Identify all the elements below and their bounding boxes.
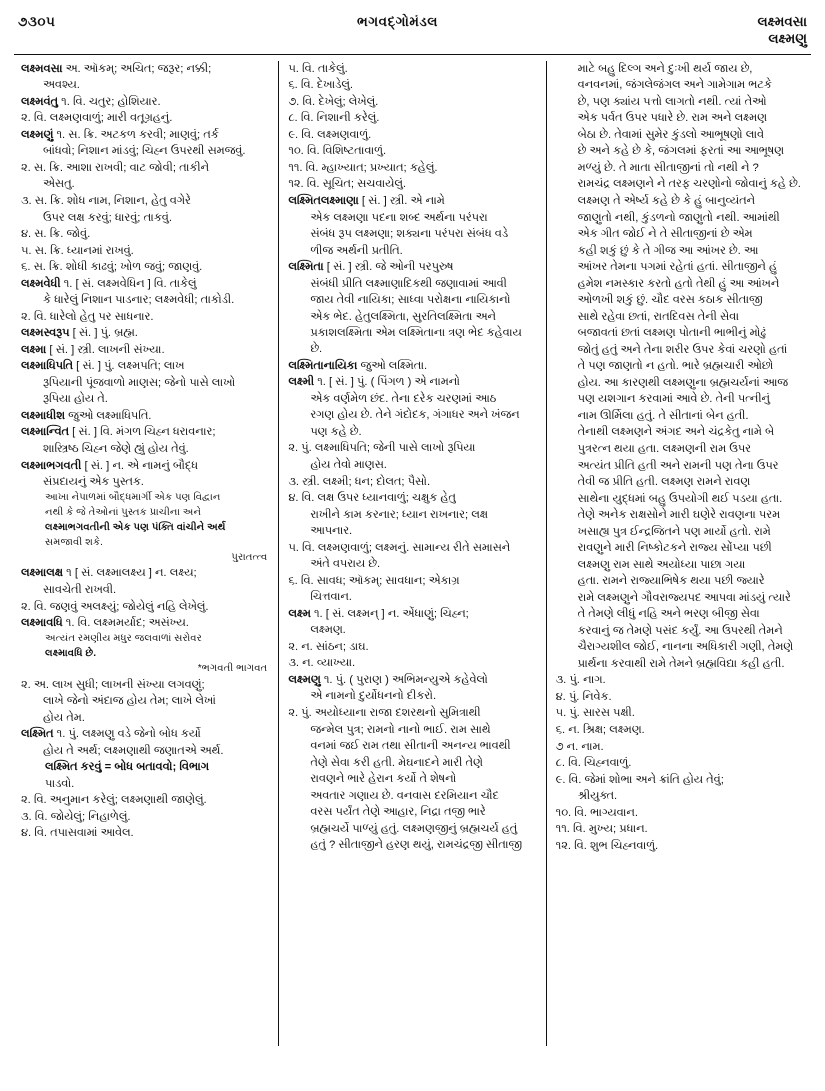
dictionary-headword-entry: લક્ષ્મવેધી ૧. [ સં. લક્ષ્મવેધિન ] વિ. તાકેલું: [21, 277, 197, 290]
running-head: [657, 14, 807, 48]
dictionary-line: હમેશ નમસ્કાર કરતો હતો તેથી હું આ આંખને: [577, 277, 780, 290]
dictionary-line: ૫. સ. ક્રિ. ધ્યાનમાં રાખવું.: [21, 244, 134, 257]
dictionary-line: જન્મેલ પુત્ર; રામનો નાનો ભાઈ. રામ સાથે: [310, 723, 491, 736]
dictionary-line: છે, પણ ક્યાંય પત્તો લાગતો નથી. ત્યાં તેઓ: [577, 95, 767, 108]
dictionary-line: હતું ? સીતાજીને હરણ થયું, રામચંદ્રજી સીતાજી: [310, 839, 522, 852]
dictionary-headword-entry: લક્ષ્માન્વિત [ સં. ] વિ. મંગળ ચિહ્ન ધરાવનાર;: [21, 426, 216, 439]
dictionary-line: ૧૧. વિ. મ્હાખ્યાત; પ્રખ્યાત; કહેલું.: [288, 161, 438, 174]
dictionary-line: લક્ષ્મણુ રામ સાથે અયોધ્યા પાછા ગયા: [577, 558, 746, 571]
dictionary-line: એક લક્ષ્મણા પદના શબ્દ અર્થના પરંપરા: [310, 211, 488, 224]
dictionary-headword-entry: લક્ષ્મિતલક્ષ્માણા [ સં. ] સ્ત્રી. એ નામે: [288, 195, 445, 207]
dictionary-line: *ભગવતી ભાગવત: [197, 662, 268, 674]
headword: લક્ષ્મસ્વરૂપ: [21, 327, 70, 340]
dictionary-line: શ્રીયુક્ત.: [577, 790, 618, 803]
dictionary-line: જાણુતો નથી, કુંડળનો જાણુતો નથી. આમાંથી: [577, 211, 780, 224]
dictionary-line: આપનાર.: [310, 525, 353, 538]
dictionary-headword-entry: લક્ષ્મિત ૧. પું. લક્ષ્મણુ વડે જેનો બોધ કર્યો: [21, 728, 201, 741]
dictionary-line: તે તેમણે લીધું નહિ અને ભરણ બીજી સેવા: [577, 608, 760, 621]
dictionary-line: પાડવો.: [45, 777, 75, 790]
headword: લક્ષ્માધીશ: [21, 409, 65, 422]
dictionary-line: રામચંદ્ર લક્ષ્મણને ને તરફ ચરણોનો જોવાનું કહે છે.: [577, 178, 801, 191]
dictionary-line: ૩. પું. નાગ.: [555, 674, 606, 687]
dictionary-line: એક ભેદ. હેતુલક્ષ્મિતા, સુરતિલક્ષ્મિતા અને: [310, 310, 496, 323]
dictionary-line: ચૈરાગ્યશીલ જોઈ, નાનના અધિકારી ગણી, તેમણે: [577, 641, 794, 654]
dictionary-line: વનમાં જઈ રામ તથા સીતાની અનન્ય ભાવથી: [310, 740, 511, 753]
dictionary-line: ૬. ન. શ્રિક્ષ; લક્ષ્મણ.: [555, 724, 645, 736]
headword: લક્ષ્મી: [288, 376, 315, 389]
dictionary-line: લક્ષ્મિત કરવું = બોધ બતાવવો; વિભાગ: [45, 761, 209, 774]
column-1: [12, 61, 279, 1046]
dictionary-line: ૭ ન. નામ.: [555, 740, 604, 753]
book-title: ભગવદ્ગોમંડલ: [357, 14, 438, 29]
dictionary-line: રાખીને કામ કરનાર; ધ્યાન રાખનાર; લક્ષ: [310, 508, 488, 521]
headword: લક્ષ્મિત: [21, 728, 54, 741]
dictionary-line: હોય તે અર્થ; લક્ષ્મણાથી જણાતએ અર્થ.: [43, 744, 224, 757]
dictionary-line: કે ધારેલું નિશાન પાડનાર; લક્ષ્મવેધી; તાકોડી.: [43, 294, 235, 307]
dictionary-line: ૯. વિ. લક્ષ્મણવાળું.: [288, 128, 372, 141]
dictionary-line: બ્રહ્મચર્યે પાળ્યું હતું. લક્ષ્મણજીનું બ્રહ્મચર્ય હતું: [310, 822, 518, 835]
dictionary-line: ખસાહ્ય પુત્ર ઈન્દ્રજિતને પણ માર્યો હતો. રામે: [577, 525, 771, 538]
dictionary-headword-entry: લક્ષ્મણું ૧. સ. ક્રિ. અટકળ કરવી; માણવું; તર્ક: [21, 128, 219, 141]
dictionary-line: ૧૦. વિ. ભાગ્યવાન.: [555, 806, 638, 819]
dictionary-line: ૮. વિ. ચિહ્નવાળું.: [555, 757, 632, 770]
dictionary-line: ઓળખી શકું છું. ચૌદ વરસ કઠાક સીતાજી: [577, 294, 763, 307]
dictionary-headword-entry: લક્ષ્માભગવતી [ સં. ] ન. એ નામનું બૌદ્ધ: [21, 459, 198, 472]
dictionary-line: ૨. વિ. અનુમાન કરેલું; લક્ષ્મણાથી જાણેલું.: [21, 794, 207, 807]
dictionary-line: અવતાર ગણાય છે. વનવાસ દરમિયાન ચૌદ: [310, 789, 499, 802]
dictionary-headword-entry: લક્ષ્મી ૧. [ સં. ] પું. ( પિંગળ ) એ નામનો: [288, 376, 460, 389]
dictionary-line: અવશ્ય.: [43, 79, 80, 92]
dictionary-headword-entry: લક્ષ્મિતાનાયિકા જુઓ લક્ષ્મિતા.: [288, 359, 428, 372]
dictionary-line: સંબંધી પ્રીતિ લક્ષ્માણાદિકથી જણાવામાં આવી: [310, 277, 507, 290]
dictionary-line: રાવણને ભારે હેરાન કર્યો તે શેષનો: [310, 773, 457, 786]
dictionary-line: ૧૧. વિ. મુખ્ય; પ્રધાન.: [555, 823, 648, 836]
dictionary-line: એ નામનો દુર્યોધનનો દીકરો.: [310, 690, 437, 703]
dictionary-line: સંપ્રદાયનું એક પુસ્તક.: [43, 476, 144, 489]
dictionary-headword-entry: લક્ષ્મવસા અ. ઑકમ્; અચિત; જરૂર; નક્કી;: [21, 62, 212, 75]
dictionary-line: સંબંધ રૂપ લક્ષ્મણા; શક્યના પરંપરા સંબંધ વડે: [310, 228, 509, 241]
headword: લક્ષ્મિતાનાયિકા: [288, 359, 358, 372]
dictionary-line: નામ ઊર્મિલા હતું. તે સીતાનાં બેન હતી.: [577, 409, 749, 422]
dictionary-line: એક વર્ણમેળ છંદ. તેના દરેક ચરણમાં આઠ: [310, 392, 497, 405]
dictionary-line: સાથે રહેવા છતાં, રાતદિવસ તેની સેવા: [577, 310, 739, 323]
running-head-line1: લક્ષ્મવસા: [757, 14, 807, 29]
dictionary-line: ૫. વિ. તાકેલું.: [288, 62, 348, 75]
dictionary-line: સાથેના યુદ્ધમાં બહુ ઉપયોગી થઈ પડયા હતા.: [577, 492, 783, 505]
dictionary-line: ૫. વિ. લક્ષ્મણવાળું; લક્ષ્મનું. સામાન્ય રીતે સમાસને: [288, 541, 511, 554]
dictionary-line: રગણ હોય છે. તેને ગંદોદક, ગંગાધર અને ખંજન: [310, 409, 520, 422]
dictionary-line: ૨. અ. લાખ સુધી; લાખની સંખ્યા લગવણું;: [21, 678, 205, 691]
dictionary-line: તે પણ જાણતો ન હતો. ભારે બ્રહ્મચારી ઓછો: [577, 360, 774, 373]
dictionary-line: સાવચેતી રાખવી.: [43, 584, 117, 597]
dictionary-line: વનવનમાં, જંગલેજંગલ અને ગામેગામ ભટકે: [577, 79, 772, 92]
dictionary-line: અત્યંત પ્રીતિ હતી અને રામની પણ તેના ઉપર: [577, 459, 779, 472]
dictionary-line: ૯. વિ. જેમાં શોભા અને ક્રાંતિ હોય તેવું;: [555, 773, 724, 786]
dictionary-line: ૧૨. વિ. શુભ ચિહ્નવાળું.: [555, 839, 659, 852]
dictionary-line: ૫. પું. સારસ પક્ષી.: [555, 707, 635, 720]
dictionary-line: રૂપિયાની પૂંજવાળો માણસ; જેનો પાસે લાખો: [43, 376, 236, 389]
dictionary-headword-entry: લક્ષ્માધીશ જુઓ લક્ષ્માધિપતિ.: [21, 409, 152, 422]
dictionary-line: શાસ્ત્રિષ્ઠ ચિહ્ન જેણે હ્યું હોય તેવું.: [43, 442, 189, 455]
dictionary-headword-entry: લક્ષ્માધિપતિ [ સં. ] પું. લક્ષ્મપતિ; લાખ: [21, 360, 185, 373]
dictionary-line: લક્ષ્માભગવતીની એક પણ પંક્તિ વાંચીને અર્થ: [45, 521, 226, 533]
dictionary-headword-entry: લક્ષ્માવધિ ૧. વિ. લક્ષ્મમર્યાદ; અસંખ્ય.: [21, 617, 189, 630]
dictionary-line: ૪. વિ. લક્ષ ઉપર ધ્યાનવાળું; ચક્ષુક હેતુ: [288, 492, 456, 505]
headword: લક્ષ્મવંતુ: [21, 95, 59, 108]
dictionary-line: લક્ષ્મણ તે એર્ષ્ય કહે છે કે હું બાનુવ્યંતને: [577, 195, 755, 207]
dictionary-line: જાય તેવી નાયિકા; સાધ્વા પરોક્ષના નાયિકાનો: [310, 294, 511, 307]
dictionary-line: ૨. ન. સાંઠન; ડાઘ.: [288, 640, 369, 653]
headword: લક્ષ્મા: [21, 343, 47, 356]
running-head-line2: લક્ષ્મણુ: [768, 30, 807, 46]
dictionary-line: લાખે જેનો અંદાજ હોય તેમ; લાખે લેખાં: [43, 695, 216, 708]
dictionary-line: આંખર તેમના પગમાં રહેતાં હતાં. સીતાજીને હું: [577, 261, 778, 274]
dictionary-headword-entry: લક્ષ્માલક્ષ ૧ [ સં. લક્ષ્માલક્ષ્ય ] ન. લક્ષ્ય;: [21, 567, 197, 580]
dictionary-headword-entry: લક્ષ્મણુ ૧. પું. ( પુરાણ ) અભિમન્યુએ કહેવેલો: [288, 673, 488, 686]
dictionary-line: માટે બહુ દિલ્ગ અને દુઃખી થર્ય જાય છે,: [577, 62, 753, 75]
dictionary-line: પ્રાર્થના કરવાથી રામે તેમને બ્રહ્મવિદ્યા કહી હતી.: [577, 657, 785, 670]
dictionary-line: ૬. સ. ક્રિ. શોધી કાઢવું; ખોળ જવું; જાણવું.: [21, 261, 203, 274]
dictionary-line: ૧૦. વિ. વિશિષ્ટતાવાળું.: [288, 145, 387, 158]
dictionary-line: ળીજ અર્થની પ્રતીતિ.: [310, 244, 403, 257]
dictionary-headword-entry: લક્ષ્મા [ સં. ] સ્ત્રી. લાખની સંખ્યા.: [21, 343, 165, 356]
header-divider: [14, 54, 811, 55]
dictionary-line: ૮. વિ. નિશાની કરેલું.: [288, 112, 380, 125]
dictionary-line: સમજાવી શકે.: [45, 536, 104, 548]
dictionary-line: આખા નેપાળમાં બૌદ્ધમાર્ગી એક પણ વિદ્વાન: [45, 491, 221, 503]
dictionary-line: બાંધવો; નિશાન માંડવું; ચિહ્ન ઉપરથી સમજવું.: [43, 145, 246, 158]
dictionary-headword-entry: લક્ષ્મવંતુ ૧. વિ. ચતુર; હોશિયાર.: [21, 95, 161, 108]
dictionary-line: રૂપિયા હોય તે.: [43, 393, 108, 406]
dictionary-line: ૪. સ. ક્રિ. જોવું.: [21, 228, 91, 241]
dictionary-line: પણ કહે છે.: [310, 425, 362, 438]
dictionary-line: ચિત્તવાન.: [310, 591, 352, 604]
headword: લક્ષ્મવસા: [21, 62, 63, 75]
dictionary-line: ૨. પું. લક્ષ્માધિપતિ; જેની પાસે લાખો રૂપિયા: [288, 442, 476, 455]
headword: લક્ષ્માભગવતી: [21, 459, 82, 472]
dictionary-line: ઉપર લક્ષ કરવું; ધારવું; તાકવું.: [43, 211, 172, 224]
dictionary-line: લક્ષ્મણ.: [310, 624, 346, 637]
headword: લક્ષ્માધિપતિ: [21, 360, 73, 373]
dictionary-line: મળ્યું છે. તે માતા સીતાજીનાં તો નથી ને ?: [577, 161, 759, 174]
dictionary-line: હોય. આ કારણથી લક્ષ્મણુના બ્રહ્મચર્યનાં આજ: [577, 376, 788, 389]
dictionary-line: હોય તેમ.: [43, 711, 85, 724]
dictionary-line: એક ગીત જોઈ ને તે સીતાજીનાં છે એમ: [577, 228, 753, 241]
headword: લક્ષ્મણુ: [288, 673, 321, 686]
dictionary-line: બેઠા છે. તેવામાં સુમેર કુંડલો આભૂષણો લાવે: [577, 128, 765, 141]
dictionary-line: અંતે વપરાય છે.: [310, 558, 381, 571]
dictionary-line: જોતું હતું અને તેના શરીર ઉપર કેવાં ચરણો હતાં: [577, 343, 788, 356]
dictionary-line: છે અને કહે છે કે, જંગલમાં ફરતાં આ આભૂષણ: [577, 145, 785, 158]
headword: લક્ષ્મવેધી: [21, 277, 61, 290]
dictionary-line: હોય તેવો માણસ.: [310, 459, 387, 471]
dictionary-line: ૧૨. વિ. સૂચિત; સચવાયેલું.: [288, 178, 407, 191]
headword: લક્ષ્મિતલક્ષ્માણા: [288, 195, 359, 207]
dictionary-line: એસતુ.: [43, 178, 75, 191]
dictionary-line: ૩. સ્ત્રી. લક્ષ્મી; ધન; દોલત; પૈસો.: [288, 475, 431, 488]
column-2: [279, 61, 546, 1046]
dictionary-line: પણ યશગાન કરવામાં આવે છે. તેની પત્નીનું: [577, 393, 770, 406]
dictionary-line: કહી શકું છું કે તે ગીજ આ આંખર છે. આ: [577, 244, 759, 257]
dictionary-line: પુરાતત્ત્વ: [231, 551, 268, 563]
headword: લક્ષ્મણું: [21, 128, 54, 141]
dictionary-line: તેનાથી લક્ષ્મણને અંગદ અને ચંદ્રકેતુ નામે બે: [577, 426, 775, 439]
dictionary-line: તેવી જ પ્રીતિ હતી. લક્ષ્મણ રામને રાવણ: [577, 476, 751, 489]
headword: લક્ષ્મ: [288, 607, 311, 620]
headword: લક્ષ્મિતા: [288, 261, 324, 274]
dictionary-line: ૪. પું. નિવેક.: [555, 690, 612, 703]
dictionary-headword-entry: લક્ષ્મિતા [ સં. ] સ્ત્રી. જે ઓની પરપુરુષ: [288, 261, 454, 274]
dictionary-line: ૬. વિ. સાવધ; ઑકમ્; સાવધાન; એકાગ્ર: [288, 574, 460, 587]
folio-number: ૭૩૦૫: [18, 14, 56, 29]
dictionary-line: તેણે અનેક રાક્ષસોને મારી ઘણેરે રાવણના પરમ: [577, 509, 781, 522]
page-header: [12, 14, 813, 52]
dictionary-line: ૬. વિ. દેખાડેલું.: [288, 79, 354, 92]
headword: લક્ષ્માલક્ષ: [21, 567, 64, 580]
dictionary-line: વરસ પર્યંત તેણે આહાર, નિદ્રા તજી ભારે: [310, 806, 486, 819]
dictionary-line: પ્રકાશલક્ષ્મિતા એમ લક્ષ્મિતાના ત્રણ ભેદ કહેવાય છે.: [310, 327, 522, 356]
dictionary-line: ૨. વિ. લક્ષ્મણવાળું; મારી વતૂગ્રહનું.: [21, 112, 173, 125]
headword: લક્ષ્માન્વિત: [21, 426, 70, 439]
column-3: [547, 61, 813, 1046]
dictionary-line: ૩. સ. ક્રિ. શોધ નામ, નિશાન, હેતુ વગેરે: [21, 195, 191, 207]
dictionary-line: રાવણુને મારી નિષ્કોટકને રાજ્ય સોંપ્યા પછી: [577, 542, 772, 555]
dictionary-headword-entry: લક્ષ્મ ૧. [ સં. લક્ષ્મન્ ] ન. એંધાણું; ચિહ્ન;: [288, 607, 469, 620]
dictionary-line: લક્ષ્માવધિ છે.: [45, 647, 97, 659]
dictionary-line: ૨. પું. અયોધ્યાના રાજા દશરથનો સુમિત્રાથી: [288, 706, 481, 719]
dictionary-line: પુત્રરત્ન થયા હતા. લક્ષ્મણની રામ ઉપર: [577, 442, 752, 455]
dictionary-line: ૨. સ. ક્રિ. આશા રાખવી; વાટ જોવી; તાકીને: [21, 161, 210, 174]
dictionary-line: નથી કે જે તેઓનાં પુસ્તક પ્રાચીના અને: [45, 506, 202, 518]
dictionary-line: કરવાનું જ તેમણે પસંદ કર્યું. આ ઉપરથી તેમને: [577, 624, 783, 637]
dictionary-line: રામે લક્ષ્મણુને ગૌવરાજ્યપદ આપવા માંડયું ત્યારે: [577, 591, 791, 604]
text-columns: [12, 61, 813, 1046]
dictionary-line: ૨. વિ. ધારેલો હેતુ પર સાધનાર.: [21, 310, 154, 323]
dictionary-line: ૪. વિ. તપાસવામાં આવેલ.: [21, 827, 134, 840]
dictionary-line: ૨. વિ. જણવું અલક્ષ્યું; જોયેલું નહિ લેખેલું.: [21, 600, 209, 613]
dictionary-line: તેણે સેવા કરી હતી. મેઘનાદને મારી તેણે: [310, 756, 483, 769]
dictionary-line: ૭. વિ. દેખેલું; લેખેલું.: [288, 95, 379, 108]
dictionary-line: એક પર્વત ઉપર પધારે છે. રામ અને લક્ષ્મણ: [577, 112, 767, 125]
dictionary-headword-entry: લક્ષ્મસ્વરૂપ [ સં. ] પું. બ્રહ્મ.: [21, 327, 138, 340]
dictionary-line: ૩. વિ. જોયેલું; નિહાળેલું.: [21, 810, 131, 823]
dictionary-line: બજાવતાં છતાં લક્ષ્મણ પોતાની ભાભીનું મોઢું: [577, 327, 766, 340]
dictionary-line: અત્યંત રમણીય મધુર જલવાળાં સરોવર: [45, 632, 202, 644]
dictionary-line: ૩. ન. વ્યાખ્યા.: [288, 657, 356, 670]
dictionary-line: હતા. રામને રાજ્યાભિષેક થયા પછી જ્યારે: [577, 575, 765, 588]
headword: લક્ષ્માવધિ: [21, 617, 63, 630]
